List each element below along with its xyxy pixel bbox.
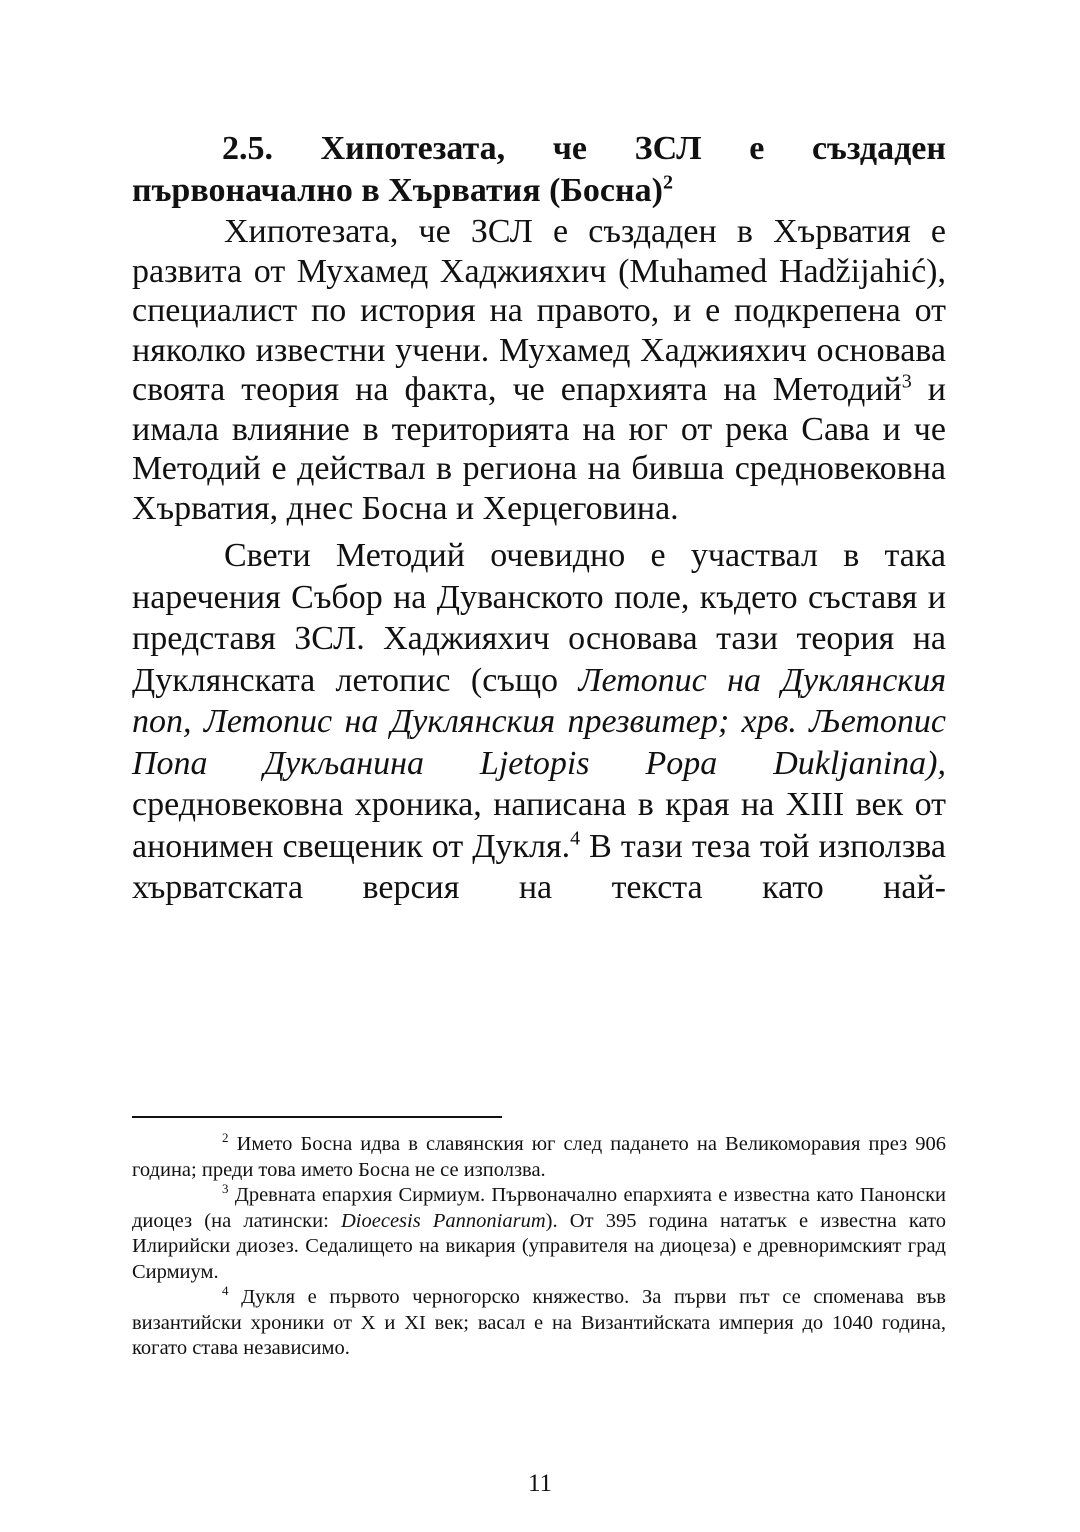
footnote-3 [132, 1183, 946, 1285]
footnote-2 [132, 1132, 946, 1183]
footnote-ref-3[interactable]: 3 [901, 370, 912, 393]
footnote-separator [132, 1116, 502, 1118]
footnote-3-text-b: ). От 395 година нататък е известна като Илирийски диозез. Седалището на викария (управителя на диоцеза) е древноримският град Сирмиум. [132, 1209, 947, 1283]
paragraph-2-text-b: средновековна хроника, написана в края на XIII век от анонимен свещеник от Дукля. [132, 786, 946, 865]
footnote-3-latin-term: Dioecesis Pannoniarum [341, 1209, 546, 1232]
footnote-4-number: 4 [222, 1283, 229, 1299]
footnote-4-text: Дукля е първото черногорско княжество. За първи път се споменава във византийски хроники от X и XI век; васал е на Византийската империя до 1040 година, когато става независимо. [132, 1286, 946, 1359]
paragraph-1-text-b: и имала влияние в територията на юг от река Сава и че Методий е действал в региона на бивша средновековна Хърватия, днес Босна и Херцеговина. [132, 371, 946, 527]
footnote-4 [132, 1285, 946, 1362]
paragraph-1 [132, 212, 946, 528]
paragraph-2-text-c: В тази теза той използва хърватската версия на текста като най- [132, 827, 946, 906]
paragraph-2-italic-titles: Летопис на Дуклянския поп, Летопис на Дуклянския презвитер; хрв. Љетопис Попа Дукљанина Ljetopis Popa Dukljanina), [132, 661, 946, 782]
paragraph-2-text-a: Свети Методий очевидно е участвал в така наречения Събор на Дуванското поле, където съставя и представя ЗСЛ. Хаджияхич основава тази теория на Дуклянската летопис (също [132, 537, 946, 699]
paragraph-2 [132, 535, 946, 909]
footnote-ref-2[interactable]: 2 [662, 171, 673, 194]
footnote-2-number: 2 [222, 1130, 229, 1146]
section-heading-text: 2.5. Хипотезата, че ЗСЛ е създаден първоначално в Хърватия (Босна) [132, 130, 946, 209]
section-heading [132, 128, 946, 212]
footnote-3-number: 3 [222, 1181, 229, 1197]
footnotes-section [132, 1116, 946, 1362]
footnote-3-text-a: Древната епархия Сирмиум. Първоначално епархията е известна като Панонски диоцез (на латински: [132, 1184, 946, 1232]
footnote-2-text: Името Босна идва в славянския юг след падането на Великоморавия през 906 година; преди това името Босна не се използва. [132, 1133, 946, 1181]
paragraph-1-text-a: Хипотезата, че ЗСЛ е създаден в Хърватия е развита от Мухамед Хаджияхич (Muhamed Hadžijahić), специалист по история на правото, и е подкрепена от няколко известни учени. Мухамед Хаджияхич основава своята теория на факта, че епархията на Методий [132, 213, 946, 408]
footnote-ref-4[interactable]: 4 [570, 827, 581, 850]
page-number: 11 [527, 1470, 553, 1497]
page-body [132, 128, 946, 909]
